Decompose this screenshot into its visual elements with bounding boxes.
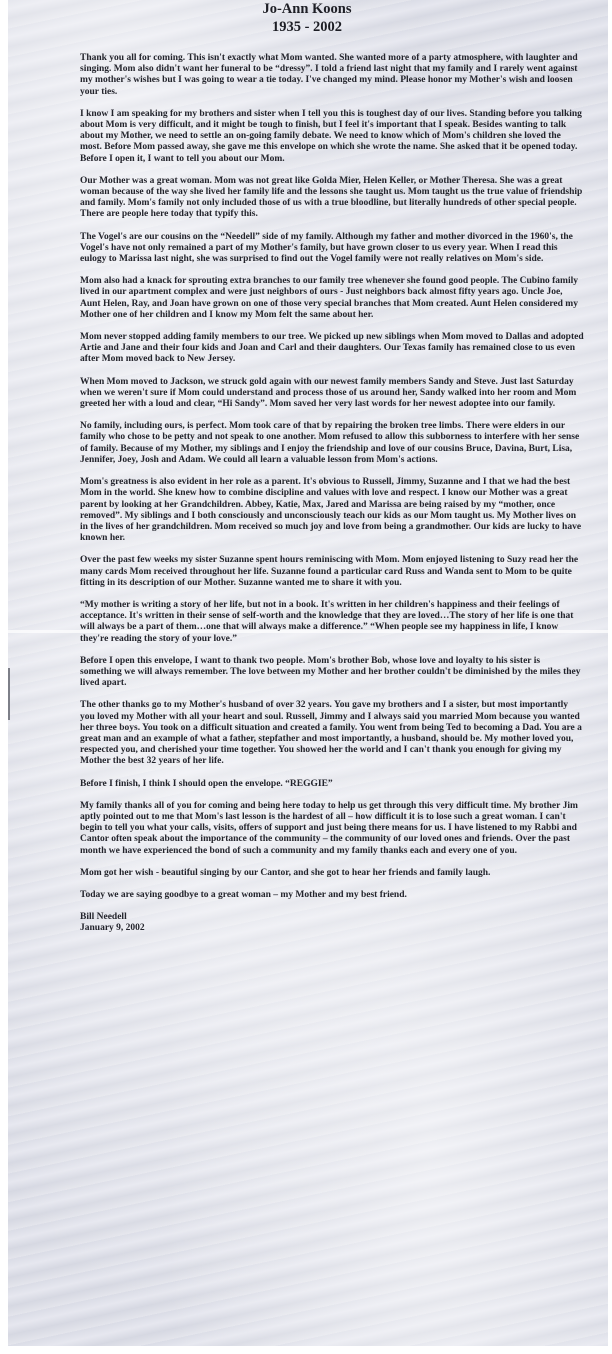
paragraph: Mom also had a knack for sprouting extra branches to our family tree whenever she found good people. The Cubino family lived in our apartment complex and were just neighbors of ours - Just neighbors back almost fifty years ago. Uncle Joe, Aunt Helen, Ray, and Joan have grown on one of those very special branches that Mom created. Aunt Helen considered my Mother one of her children and I know my Mom felt the same about her. bbox=[80, 276, 578, 320]
paragraph: Mom's greatness is also evident in her role as a parent. It's obvious to Russell, Jimmy, Suzanne and I that we had the best Mom in the world. She knew how to combine discipline and values with love and respect. I know our Mother was a great parent by looking at her Grandchildren. Abbey, Katie, Max, Jared and Marissa are being raised by my “mother, once removed”. My siblings and I both consciously and unconsciously teach our kids as our Mom taught us. My Mother lives on in the lives of her grandchildren. Mom received so much joy and love from being a grandmother. Our kids are lucky to have known her. bbox=[80, 477, 582, 544]
author-name: Bill Needell bbox=[80, 912, 127, 923]
eulogy-page bbox=[8, 0, 608, 1346]
paragraph: My family thanks all of you for coming and being here today to help us get through this very difficult time. My brother Jim aptly pointed out to me that Mom's last lesson is the hardest of all – how difficult it is to lose such a great woman. I can't begin to tell you what your calls, visits, offers of support and just being there means for us. I have listened to my Rabbi and Cantor often speak about the importance of the community – the community of our loved ones and friends. Over the past month we have experienced the bond of such a community and my family thanks each and every one of you. bbox=[80, 800, 578, 856]
signature-block bbox=[80, 912, 584, 934]
paragraph: Mom never stopped adding family members to our tree. We picked up new siblings when Mom moved to Dallas and adopted Artie and Jane and their four kids and Joan and Carl and their daughters. Our Texas family has remained close to us even after Mom moved back to New Jersey. bbox=[80, 332, 584, 365]
signature-date: January 9, 2002 bbox=[80, 923, 145, 934]
paragraph: Our Mother was a great woman. Mom was not great like Golda Mier, Helen Keller, or Mother Theresa. She was a great woman because of the way she lived her family life and the lessons she taught us. Mom taught us the true value of friendship and family. Mom's family not only included those of us with a true bloodline, but literally hundreds of other special people. There are people here today that typify this. bbox=[80, 175, 583, 220]
paragraph-closing: Today we are saying goodbye to a great woman – my Mother and my best friend. bbox=[80, 889, 407, 900]
paragraph-envelope-reveal: Before I finish, I think I should open the envelope. “REGGIE” bbox=[80, 778, 333, 789]
paragraph: Over the past few weeks my sister Suzanne spent hours reminiscing with Mom. Mom enjoyed listening to Suzy read her the many cards Mom received throughout her life. Suzanne found a particular card Russ and Wanda sent to Mom to be quite fitting in its description of our Mother. Suzanne wanted me to share it with you. bbox=[80, 555, 579, 588]
paragraph: The other thanks go to my Mother's husband of over 32 years. You gave my brothers and I a sister, but most importantly you loved my Mother with all your heart and soul. Russell, Jimmy and I always said you married Mom because you wanted her three boys. You took on a difficult situation and created a family. You went from being Ted to becoming a Dad. You are a great man and an example of what a father, stepfather and most importantly, a husband, should be. My mother loved you, respected you, and cherished your time together. You showed her the world and I can't thank you enough for giving my Mother the best 32 years of her life. bbox=[80, 700, 582, 767]
life-dates: 1935 - 2002 bbox=[271, 19, 343, 35]
paragraph: No family, including ours, is perfect. Mom took care of that by repairing the broken tree limbs. There were elders in our family who chose to be petty and not speak to one another. Mom refused to allow this subborness to interfere with her sense of family. Because of my Mother, my siblings and I enjoy the friendship and love of our cousins Bruce, Davina, Burt, Lisa, Jennifer, Joey, Josh and Adam. We could all learn a valuable lesson from Mom's actions. bbox=[80, 421, 580, 465]
deceased-name: Jo-Ann Koons bbox=[262, 1, 352, 17]
paragraph: Before I open this envelope, I want to thank two people. Mom's brother Bob, whose love and loyalty to his sister is something we will always remember. The love between my Mother and her brother couldn't be diminished by the miles they lived apart. bbox=[80, 655, 581, 689]
paragraph-quote: “My mother is writing a story of her life, but not in a book. It's written in her children's happiness and their feelings of acceptance. It's written in their sense of self-worth and the knowledge that they are loved…The story of her life is one that will always be a part of them…one that will always make a difference.” “When people see my happiness in life, I know they're reading the story of your love.” bbox=[80, 599, 574, 644]
paragraph: The Vogel's are our cousins on the “Needell” side of my family. Although my father and mother divorced in the 1960's, the Vogel's have not only remained a part of my Mother's family, but have grown closer to us every year. When I read this eulogy to Marissa last night, she was surprised to find out the Vogel family were not really relatives on Mom's side. bbox=[80, 231, 573, 265]
eulogy-content bbox=[8, 0, 608, 935]
paragraph: Mom got her wish - beautiful singing by our Cantor, and she got to hear her friends and family laugh. bbox=[80, 867, 491, 878]
paragraph: Thank you all for coming. This isn't exactly what Mom wanted. She wanted more of a party atmosphere, with laughter and singing. Mom also didn't want her funeral to be “dressy”. I told a friend last night that my family and I rarely went against my mother's wishes but I was going to wear a tie today. I've changed my mind. Please honor my Mother's wish and loosen your ties. bbox=[80, 53, 578, 97]
paragraph: I know I am speaking for my brothers and sister when I tell you this is toughest day of our lives. Standing before you talking about Mom is very difficult, and it might be tough to finish, but I feel it's important that I speak. Besides wanting to talk about my Mother, we need to settle an on-going family debate. We need to know which of Mom's children she loved the most. Before Mom passed away, she gave me this envelope on which she wrote the name. She asked that it be opened today. Before I open it, I want to tell you about our Mom. bbox=[80, 108, 582, 164]
paragraph: When Mom moved to Jackson, we struck gold again with our newest family members Sandy and Steve. Just last Saturday when we weren't sure if Mom could understand and process those of us around her, Sandy walked into her room and Mom greeted her with a loud and clear, “Hi Sandy”. Mom saved her very last words for her newest adoptee into our family. bbox=[80, 376, 577, 410]
